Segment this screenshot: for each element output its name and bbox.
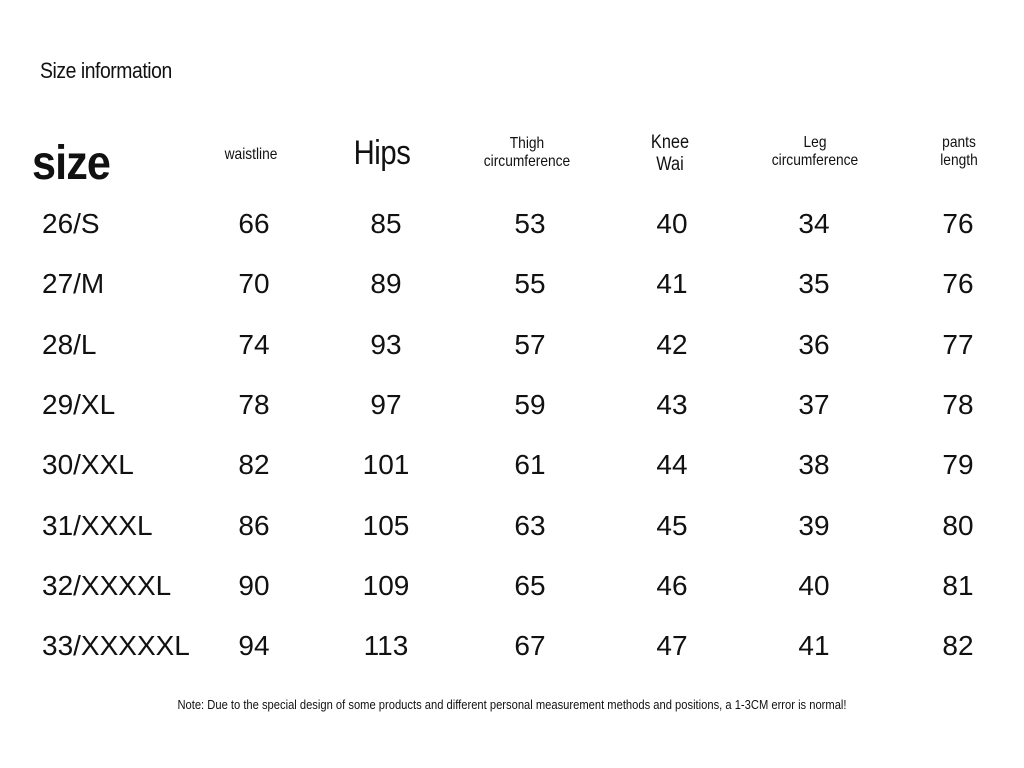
cell-knee: 46 bbox=[656, 570, 688, 601]
header-pants-line1: pants bbox=[942, 134, 976, 151]
header-leg-circumference bbox=[772, 134, 858, 171]
cell-leg: 35 bbox=[798, 268, 830, 299]
cell-leg: 34 bbox=[798, 208, 830, 239]
footnote: Note: Due to the special design of some products and different personal measurement methods and positions, a 1-3CM error is normal! bbox=[177, 697, 847, 712]
cell-size: 32/XXXXL bbox=[42, 570, 172, 601]
cell-waistline: 78 bbox=[238, 389, 270, 420]
cell-knee: 40 bbox=[656, 208, 688, 239]
cell-waistline: 90 bbox=[238, 570, 270, 601]
cell-hips: 89 bbox=[370, 268, 402, 299]
cell-pants-length: 82 bbox=[942, 630, 974, 661]
cell-leg: 38 bbox=[798, 449, 830, 480]
cell-size: 27/M bbox=[42, 268, 105, 299]
page-title: Size information bbox=[40, 58, 172, 83]
cell-pants-length: 76 bbox=[942, 268, 974, 299]
cell-size: 29/XL bbox=[42, 389, 116, 420]
cell-leg: 39 bbox=[798, 510, 830, 541]
cell-size: 26/S bbox=[42, 208, 100, 239]
header-knee bbox=[651, 132, 689, 176]
header-pants-length bbox=[940, 134, 977, 171]
cell-thigh: 57 bbox=[514, 329, 546, 360]
header-thigh-circumference bbox=[484, 135, 570, 172]
cell-knee: 42 bbox=[656, 329, 688, 360]
cell-waistline: 74 bbox=[238, 329, 270, 360]
cell-thigh: 65 bbox=[514, 570, 546, 601]
cell-pants-length: 81 bbox=[942, 570, 974, 601]
cell-pants-length: 77 bbox=[942, 329, 974, 360]
cell-hips: 93 bbox=[370, 329, 402, 360]
cell-knee: 47 bbox=[656, 630, 688, 661]
header-knee-line1: Knee bbox=[650, 132, 690, 153]
cell-size: 30/XXL bbox=[42, 449, 134, 480]
cell-knee: 43 bbox=[656, 389, 688, 420]
header-pants-line2: length bbox=[940, 152, 978, 170]
cell-thigh: 55 bbox=[514, 268, 546, 299]
cell-size: 31/XXXL bbox=[42, 510, 153, 541]
header-hips-label: Hips bbox=[353, 134, 411, 172]
header-leg-line2: circumference bbox=[771, 152, 859, 170]
cell-knee: 41 bbox=[656, 268, 688, 299]
cell-thigh: 63 bbox=[514, 510, 546, 541]
cell-hips: 113 bbox=[363, 630, 409, 661]
cell-thigh: 61 bbox=[514, 449, 546, 480]
cell-thigh: 67 bbox=[514, 630, 546, 661]
header-hips bbox=[354, 134, 411, 173]
cell-pants-length: 79 bbox=[942, 449, 974, 480]
cell-size: 28/L bbox=[42, 329, 97, 360]
cell-pants-length: 76 bbox=[942, 208, 974, 239]
cell-waistline: 94 bbox=[238, 630, 270, 661]
cell-hips: 101 bbox=[362, 449, 410, 480]
cell-knee: 44 bbox=[656, 449, 688, 480]
cell-leg: 36 bbox=[798, 329, 830, 360]
header-waistline-label: waistline bbox=[224, 146, 278, 163]
header-knee-line2: Wai bbox=[656, 153, 684, 175]
header-thigh-line1: Thigh bbox=[509, 135, 545, 152]
header-thigh-line2: circumference bbox=[483, 153, 571, 171]
cell-leg: 40 bbox=[798, 570, 830, 601]
cell-size: 33/XXXXXL bbox=[42, 630, 190, 661]
cell-pants-length: 78 bbox=[942, 389, 974, 420]
cell-pants-length: 80 bbox=[942, 510, 974, 541]
header-leg-line1: Leg bbox=[803, 134, 827, 151]
cell-waistline: 66 bbox=[238, 208, 270, 239]
cell-waistline: 70 bbox=[238, 268, 270, 299]
cell-waistline: 82 bbox=[238, 449, 270, 480]
cell-knee: 45 bbox=[656, 510, 688, 541]
header-waistline bbox=[225, 146, 278, 164]
cell-hips: 85 bbox=[370, 208, 402, 239]
cell-thigh: 59 bbox=[514, 389, 546, 420]
cell-hips: 105 bbox=[362, 510, 410, 541]
cell-hips: 109 bbox=[362, 570, 410, 601]
cell-thigh: 53 bbox=[514, 208, 546, 239]
cell-leg: 41 bbox=[798, 630, 830, 661]
cell-hips: 97 bbox=[370, 389, 402, 420]
header-size: size bbox=[32, 137, 111, 190]
cell-waistline: 86 bbox=[238, 510, 270, 541]
cell-leg: 37 bbox=[798, 389, 830, 420]
